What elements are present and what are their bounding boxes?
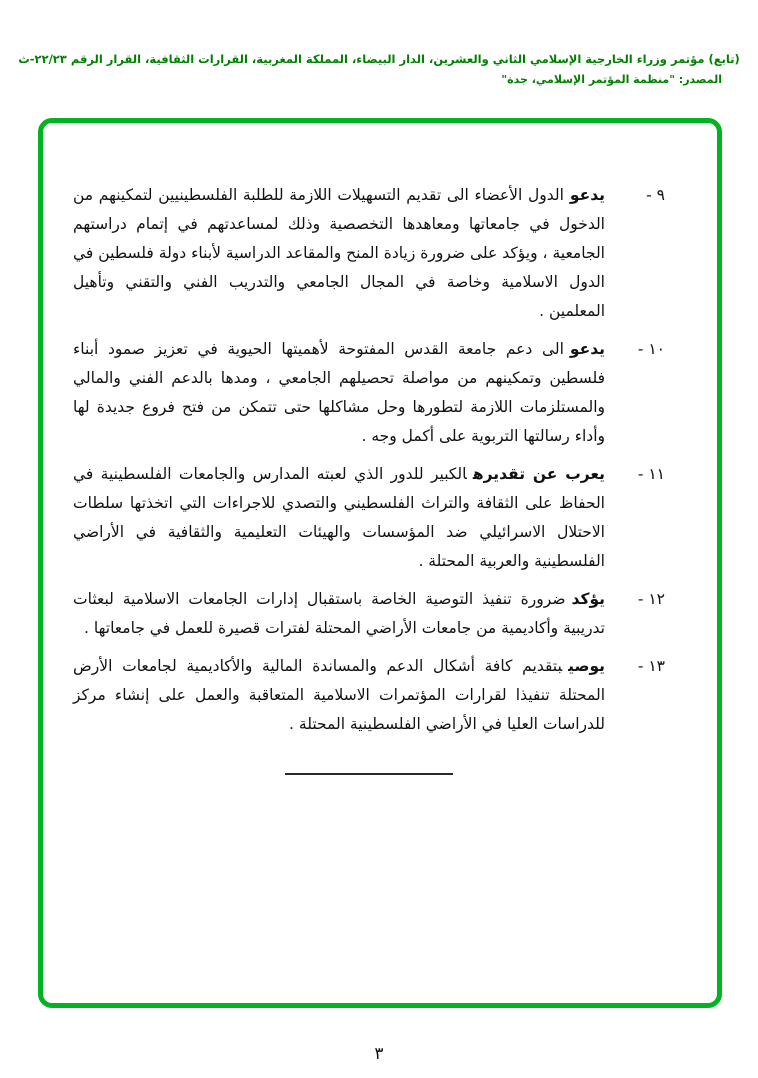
item-number: ١٢ -	[637, 590, 665, 608]
resolutions-list	[73, 181, 665, 775]
item-body: الكبير للدور الذي لعبته المدارس والجامعات الفلسطينية في الحفاظ على الثقافة والتراث الفلسطيني والتصدي للاجراءات التي اتخذتها سلطات الاحتلال الاسرائيلي ضد المؤسسات والهيئات التعليمية والثقافية في الأراضي الفلسطينية والعربية المحتلة .	[73, 465, 605, 570]
item-lead-word: يعرب عن تقديره	[472, 465, 605, 483]
item-number: ١١ -	[637, 465, 665, 483]
item-body: الى دعم جامعة القدس المفتوحة لأهميتها الحيوية في تعزيز صمود أبناء فلسطين وتمكينهم من مواصلة تحصيلهم الجامعي ، ومدها بالدعم الفني والمالي والمستلزمات اللازمة لتطورها وحل مشاكلها حتى تتمكن من فتح فروع جديدة لها وأداء رسالتها التربوية على أكمل وجه .	[73, 340, 605, 445]
item-body: الدول الأعضاء الى تقديم التسهيلات اللازمة للطلبة الفلسطينيين لتمكينهم من الدخول في جامعاتها ومعاهدها التخصصية وذلك لمساعدتهم في إتمام دراستهم الجامعية ، ويؤكد على ضرورة زيادة المنح والمقاعد الدراسية لأبناء دولة فلسطين في الدول الاسلامية وخاصة في المجال الجامعي والتدريب الفني والتقني وتأهيل المعلمين .	[73, 186, 605, 320]
item-lead-word: يدعو	[569, 186, 605, 204]
header-citation: (تابع) مؤتمر وزراء الخارجية الإسلامي الثاني والعشرين، الدار البيضاء، المملكة المغربية، القرارات الثقافية، القرار الرقم ٢٢/٢٣-ث	[18, 52, 740, 66]
item-lead-word: يدعو	[569, 340, 605, 358]
item-number: ١٣ -	[637, 657, 665, 675]
green-border-frame	[38, 118, 722, 1008]
item-number: ١٠ -	[637, 340, 665, 358]
list-item	[73, 652, 665, 739]
list-item	[73, 460, 665, 576]
end-divider	[285, 773, 453, 775]
header-source: المصدر: "منظمة المؤتمر الإسلامي، جدة"	[501, 72, 722, 86]
list-item	[73, 335, 665, 451]
item-lead-word: يؤكد	[571, 590, 605, 608]
item-text	[73, 460, 605, 576]
item-body: بتقديم كافة أشكال الدعم والمساندة المالية والأكاديمية لجامعات الأرض المحتلة تنفيذا لقرارات المؤتمرات الاسلامية المتعاقبة والعمل على إنشاء مركز للدراسات العليا في الأراضي الفلسطينية المحتلة .	[73, 657, 605, 733]
list-item	[73, 585, 665, 643]
item-body: ضرورة تنفيذ التوصية الخاصة باستقبال إدارات الجامعات الاسلامية لبعثات تدريبية وأكاديمية من جامعات الأراضي المحتلة لفترات قصيرة للعمل في جامعاتها .	[73, 590, 605, 637]
document-header	[18, 50, 740, 86]
item-text	[73, 335, 605, 451]
item-text	[73, 181, 605, 326]
item-text	[73, 652, 605, 739]
item-lead-word: يوصي	[568, 657, 605, 675]
item-text	[73, 585, 605, 643]
item-number: ٩ -	[646, 186, 665, 204]
page-number: ٣	[374, 1044, 384, 1064]
list-item	[73, 181, 665, 326]
